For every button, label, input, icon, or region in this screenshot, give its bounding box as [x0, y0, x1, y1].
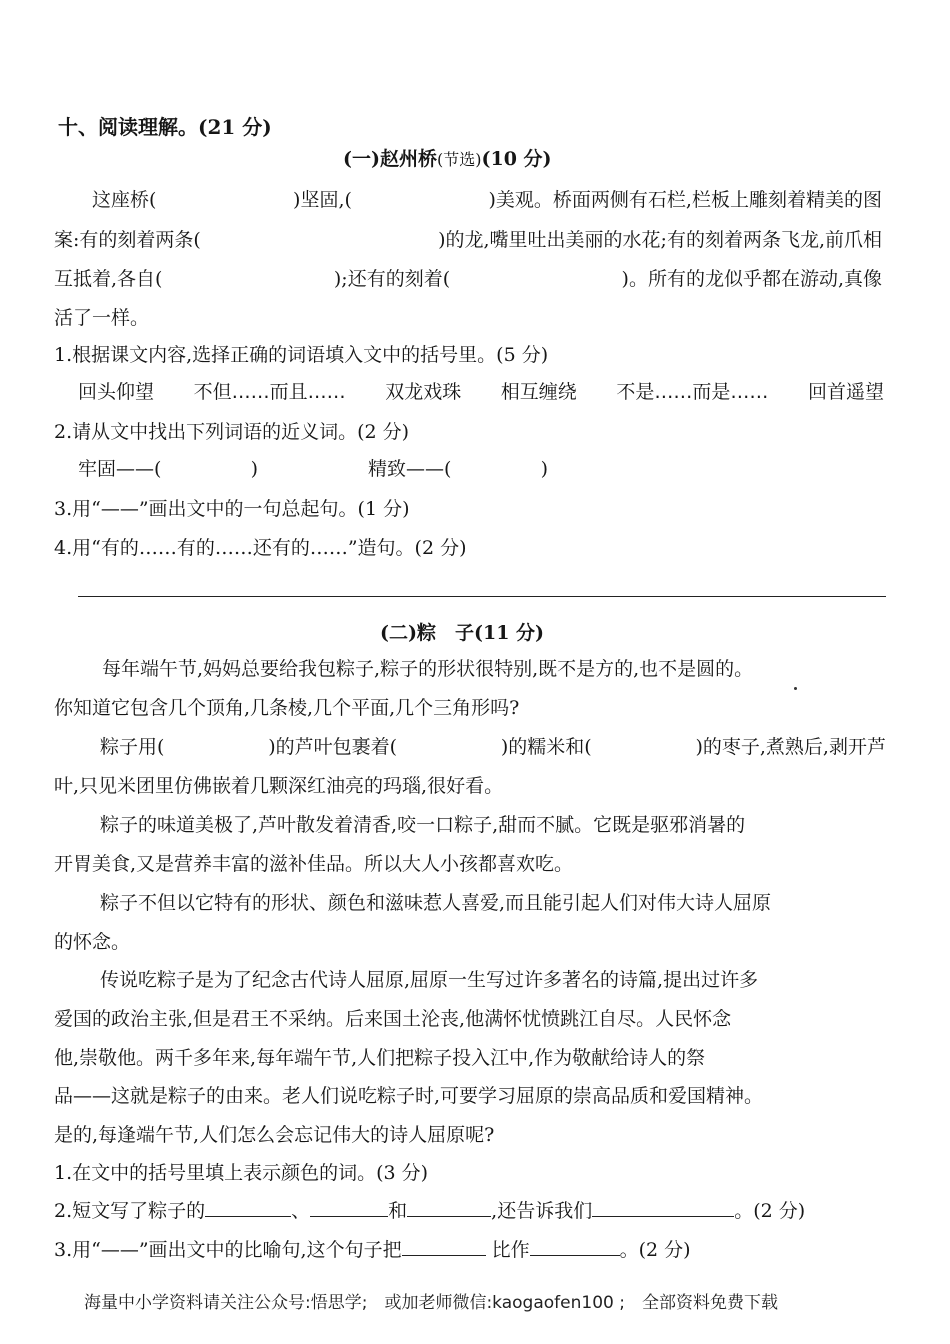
- part2-line-8: 的怀念。: [54, 931, 131, 953]
- answer-blank[interactable]: [407, 1198, 491, 1217]
- choice-item: 回头仰望: [78, 381, 155, 403]
- text-segment: 和: [388, 1200, 408, 1222]
- part2-title: (二)粽 子(11 分): [380, 622, 545, 644]
- part2-line-3: [100, 734, 886, 760]
- part2-line-11: 他,崇敬他。两千多年来,每年端午节,人们把粽子投入江中,作为敬献给诗人的祭: [54, 1047, 706, 1069]
- answer-blank[interactable]: [310, 1198, 388, 1217]
- choice-item: 相互缠绕: [500, 381, 577, 403]
- part2-line-2: 你知道它包含几个顶角,几条棱,几个平面,几个三角形吗?: [54, 697, 520, 719]
- text-segment: )。所有的龙似乎都在游动,真像: [621, 268, 882, 290]
- choice-item: 不但……而且……: [193, 381, 346, 403]
- text-segment: 2.短文写了粽子的: [54, 1200, 206, 1222]
- text-segment: 这座桥(: [92, 189, 157, 211]
- synonym-2: [368, 456, 548, 482]
- part1-question-3: 3.用“——”画出文中的一句总起句。(1 分): [54, 498, 410, 520]
- word-choices: [78, 379, 884, 405]
- text-segment: );还有的刻着(: [333, 268, 451, 290]
- answer-blank[interactable]: [530, 1237, 620, 1256]
- text-segment: )美观。桥面两侧有石栏,栏板上雕刻着精美的图: [488, 189, 882, 211]
- footer-notice: 海量中小学资料请关注公众号:悟思学; 或加老师微信:kaogaofen100 ; 全部资料免费下载: [84, 1293, 778, 1313]
- choice-item: 回首遥望: [807, 381, 884, 403]
- part1-title-score: (10 分): [481, 148, 552, 170]
- choice-item: 不是……而是……: [616, 381, 769, 403]
- text-segment: )的芦叶包裹着(: [268, 736, 398, 758]
- part2-line-6: 开胃美食,又是营养丰富的滋补佳品。所以大人小孩都喜欢吃。: [54, 853, 574, 875]
- text-segment: 粽子用(: [100, 736, 165, 758]
- text-segment: 互抵着,各自(: [54, 268, 163, 290]
- text-segment: 。(2 分): [734, 1200, 806, 1222]
- text-segment: 案:有的刻着两条(: [54, 229, 201, 251]
- part2-line-10: 爱国的政治主张,但是君王不采纳。后来国土沦丧,他满怀忧愤跳江自尽。人民怀念: [54, 1008, 732, 1030]
- part2-line-7: 粽子不但以它特有的形状、颜色和滋味惹人喜爱,而且能引起人们对伟大诗人屈原: [100, 892, 772, 914]
- scan-speck: [794, 687, 797, 690]
- answer-blank[interactable]: [402, 1237, 486, 1256]
- text-segment: 、: [291, 1200, 311, 1222]
- part1-passage-line-3: [54, 266, 882, 292]
- text-segment: 精致——(: [368, 458, 452, 480]
- part1-passage-line-2: [54, 227, 882, 253]
- part1-question-4: 4.用“有的……有的……还有的……”造句。(2 分): [54, 537, 467, 559]
- part2-line-9: 传说吃粽子是为了纪念古代诗人屈原,屈原一生写过许多著名的诗篇,提出过许多: [100, 969, 759, 991]
- part2-line-5: 粽子的味道美极了,芦叶散发着清香,咬一口粽子,甜而不腻。它既是驱邪消暑的: [100, 814, 746, 836]
- part2-line-13: 是的,每逢端午节,人们怎么会忘记伟大的诗人屈原呢?: [54, 1124, 495, 1146]
- answer-blank[interactable]: [592, 1198, 734, 1217]
- text-segment: )的枣子,煮熟后,剥开芦: [695, 736, 886, 758]
- text-segment: ): [250, 458, 258, 480]
- choice-item: 双龙戏珠: [385, 381, 462, 403]
- text-segment: 。(2 分): [619, 1239, 691, 1261]
- text-segment: 3.用“——”画出文中的比喻句,这个句子把: [54, 1239, 402, 1261]
- text-segment: )的龙,嘴里吐出美丽的水花;有的刻着两条飞龙,前爪相: [438, 229, 882, 251]
- section-divider: [78, 596, 886, 597]
- text-segment: )坚固,(: [293, 189, 352, 211]
- text-segment: ): [540, 458, 548, 480]
- text-segment: ,还告诉我们: [491, 1200, 593, 1222]
- section-heading: 十、阅读理解。(21 分): [58, 115, 272, 139]
- answer-blank[interactable]: [205, 1198, 291, 1217]
- part2-line-12: 品——这就是粽子的由来。老人们说吃粽子时,可要学习屈原的崇高品质和爱国精神。: [54, 1085, 764, 1107]
- part2-line-1: 每年端午节,妈妈总要给我包粽子,粽子的形状很特别,既不是方的,也不是圆的。: [102, 658, 754, 680]
- part1-title: [343, 146, 552, 173]
- synonym-1: [78, 456, 258, 482]
- text-segment: )的糯米和(: [500, 736, 592, 758]
- text-segment: 比作: [491, 1239, 530, 1261]
- part1-title-main: (一)赵州桥: [343, 148, 437, 170]
- part2-question-2: [54, 1198, 805, 1224]
- part2-question-1: 1.在文中的括号里填上表示颜色的词。(3 分): [54, 1162, 429, 1184]
- part1-title-note: (节选): [436, 150, 482, 169]
- part1-passage-line-1: [92, 187, 882, 213]
- part1-passage-line-4: 活了一样。: [54, 307, 150, 329]
- part1-question-2: 2.请从文中找出下列词语的近义词。(2 分): [54, 421, 410, 443]
- part2-line-4: 叶,只见米团里仿佛嵌着几颗深红油亮的玛瑙,很好看。: [54, 775, 504, 797]
- text-segment: 牢固——(: [78, 458, 162, 480]
- part1-question-1: 1.根据课文内容,选择正确的词语填入文中的括号里。(5 分): [54, 344, 549, 366]
- part2-question-3: [54, 1237, 691, 1263]
